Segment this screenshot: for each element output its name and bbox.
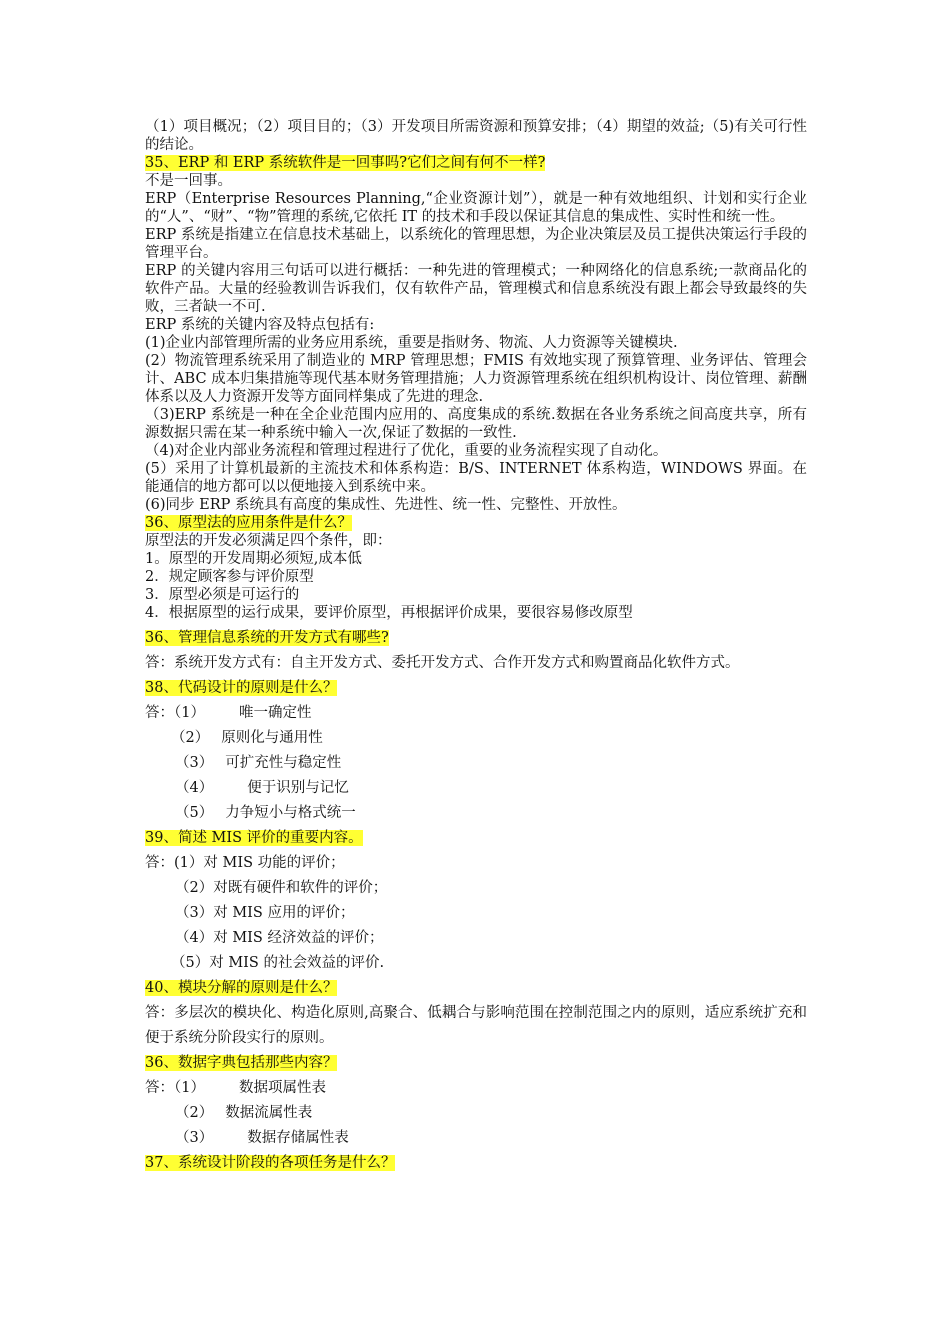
answer-38-prefix: 答：	[145, 705, 174, 721]
answer-38-num-5: （5）	[175, 805, 214, 821]
question-35-text: 35、ERP 和 ERP 系统软件是一回事吗?它们之间有何不一样?	[145, 155, 546, 171]
answer-38-num-4: （4）	[175, 780, 214, 796]
answer-39-line-5: （5）对 MIS 的社会效益的评价.	[171, 955, 385, 971]
answer-38-item-1	[145, 701, 807, 726]
document-page	[145, 118, 807, 1176]
paragraph-feasibility-items: （1）项目概况；（2）项目目的；（3）开发项目所需资源和预算安排；（4）期望的效益;（5)有关可行性的结论。	[145, 119, 807, 153]
question-37	[145, 1151, 807, 1176]
answer-39-line-3: （3）对 MIS 应用的评价；	[175, 905, 355, 921]
question-36-dev-methods	[145, 626, 807, 651]
answer-39-line-2: （2）对既有硬件和软件的评价；	[175, 880, 388, 896]
answer-35-line-3: ERP 系统是指建立在信息技术基础上，以系统化的管理思想，为企业决策层及员工提供决策运行手段的管理平台。	[145, 227, 807, 261]
question-39	[145, 826, 807, 851]
question-36-data-dictionary	[145, 1051, 807, 1076]
question-35	[145, 154, 807, 172]
answer-39-line-1: 答：(1）对 MIS 功能的评价；	[145, 855, 345, 871]
answer-36-dev-methods: 答：系统开发方式有：自主开发方式、委托开发方式、合作开发方式和购置商品化软件方式。	[145, 655, 740, 671]
question-36-prototype	[145, 514, 807, 532]
answer-36-dd-num-1: （1）	[174, 1080, 205, 1096]
answer-36-dd-num-2: （2）	[175, 1105, 214, 1121]
question-36-data-dictionary-text: 36、数据字典包括那些内容？	[145, 1055, 338, 1071]
answer-35-line-8: （3)ERP 系统是一种在全企业范围内应用的、高度集成的系统.数据在各业务系统之间高度共享，所有源数据只需在某一种系统中输入一次,保证了数据的一致性.	[145, 407, 807, 441]
answer-35-line-9: （4)对企业内部业务流程和管理过程进行了优化，重要的业务流程实现了自动化。	[145, 443, 668, 459]
answer-36-dd-item-3	[145, 1126, 807, 1151]
question-36-prototype-text: 36、原型法的应用条件是什么？	[145, 515, 352, 531]
answer-35-line-5: ERP 系统的关键内容及特点包括有:	[145, 317, 375, 333]
answer-38-item-3	[145, 751, 807, 776]
answer-36-prototype-line-1: 原型法的开发必须满足四个条件，即：	[145, 533, 392, 549]
answer-38-text-4: 便于识别与记忆	[247, 780, 349, 796]
answer-39-line-4: （4）对 MIS 经济效益的评价；	[175, 930, 384, 946]
answer-36-dd-prefix: 答：	[145, 1080, 174, 1096]
answer-38-item-5	[145, 801, 807, 826]
answer-36-dd-item-1	[145, 1076, 807, 1101]
answer-36-dd-num-3: （3）	[175, 1130, 214, 1146]
answer-38-text-1: 唯一确定性	[238, 705, 312, 721]
answer-38-text-3: 可扩充性与稳定性	[225, 755, 342, 771]
answer-36-prototype-line-4: 3．原型必须是可运行的	[145, 587, 300, 603]
answer-38-num-3: （3）	[175, 755, 214, 771]
question-36-dev-methods-text: 36、管理信息系统的开发方式有哪些?	[145, 630, 389, 646]
answer-35-line-7: (2）物流管理系统采用了制造业的 MRP 管理思想；FMIS 有效地实现了预算管理、业务评估、管理会计、ABC 成本归集措施等现代基本财务管理措施；人力资源管理系统在组织机构设计、岗位管理、薪酬体系以及人力资源开发等方面同样集成了先进的理念.	[145, 353, 807, 405]
answer-36-dd-text-2: 数据流属性表	[225, 1105, 313, 1121]
question-40-text: 40、模块分解的原则是什么？	[145, 980, 338, 996]
question-40	[145, 976, 807, 1001]
answer-38-num-2: （2）	[171, 730, 210, 746]
answer-38-item-4	[145, 776, 807, 801]
answer-35-line-1: 不是一回事。	[145, 173, 232, 189]
answer-35-line-2: ERP（Enterprise Resources Planning,“企业资源计划”），就是一种有效地组织、计划和实行企业的“人”、“财”、“物”管理的系统,它依托 IT 的技术和手段以保证其信息的集成性、实时性和统一性。	[145, 191, 807, 225]
answer-36-dd-item-2	[145, 1101, 807, 1126]
answer-38-text-2: 原则化与通用性	[221, 730, 323, 746]
question-39-text: 39、简述 MIS 评价的重要内容。	[145, 830, 363, 846]
answer-36-dd-text-1: 数据项属性表	[238, 1080, 326, 1096]
answer-36-prototype-line-3: 2．规定顾客参与评价原型	[145, 569, 314, 585]
question-38	[145, 676, 807, 701]
answer-38-text-5: 力争短小与格式统一	[225, 805, 356, 821]
answer-35-line-11: (6)同步 ERP 系统具有高度的集成性、先进性、统一性、完整性、开放性。	[145, 497, 627, 513]
answer-36-prototype-line-2: 1。原型的开发周期必须短,成本低	[145, 551, 362, 567]
answer-38-num-1: （1）	[174, 705, 205, 721]
answer-35-line-6: (1)企业内部管理所需的业务应用系统，重要是指财务、物流、人力资源等关键模块.	[145, 335, 678, 351]
question-37-text: 37、系统设计阶段的各项任务是什么？	[145, 1155, 396, 1171]
answer-35-line-4: ERP 的关键内容用三句话可以进行概括：一种先进的管理模式；一种网络化的信息系统;一款商品化的软件产品。大量的经验教训告诉我们，仅有软件产品，管理模式和信息系统没有跟上都会导致最终的失败，三者缺一不可.	[145, 263, 807, 315]
answer-38-item-2	[145, 726, 807, 751]
answer-35-line-10: (5）采用了计算机最新的主流技术和体系构造：B/S、INTERNET 体系构造，WINDOWS 界面。在能通信的地方都可以以便地接入到系统中来。	[145, 461, 807, 495]
answer-36-dd-text-3: 数据存储属性表	[247, 1130, 349, 1146]
answer-36-prototype-line-5: 4．根据原型的运行成果，要评价原型，再根据评价成果，要很容易修改原型	[145, 605, 633, 621]
answer-40: 答：多层次的模块化、构造化原则,高聚合、低耦合与影响范围在控制范围之内的原则，适应系统扩充和便于系统分阶段实行的原则。	[145, 1005, 807, 1046]
question-38-text: 38、代码设计的原则是什么？	[145, 680, 338, 696]
